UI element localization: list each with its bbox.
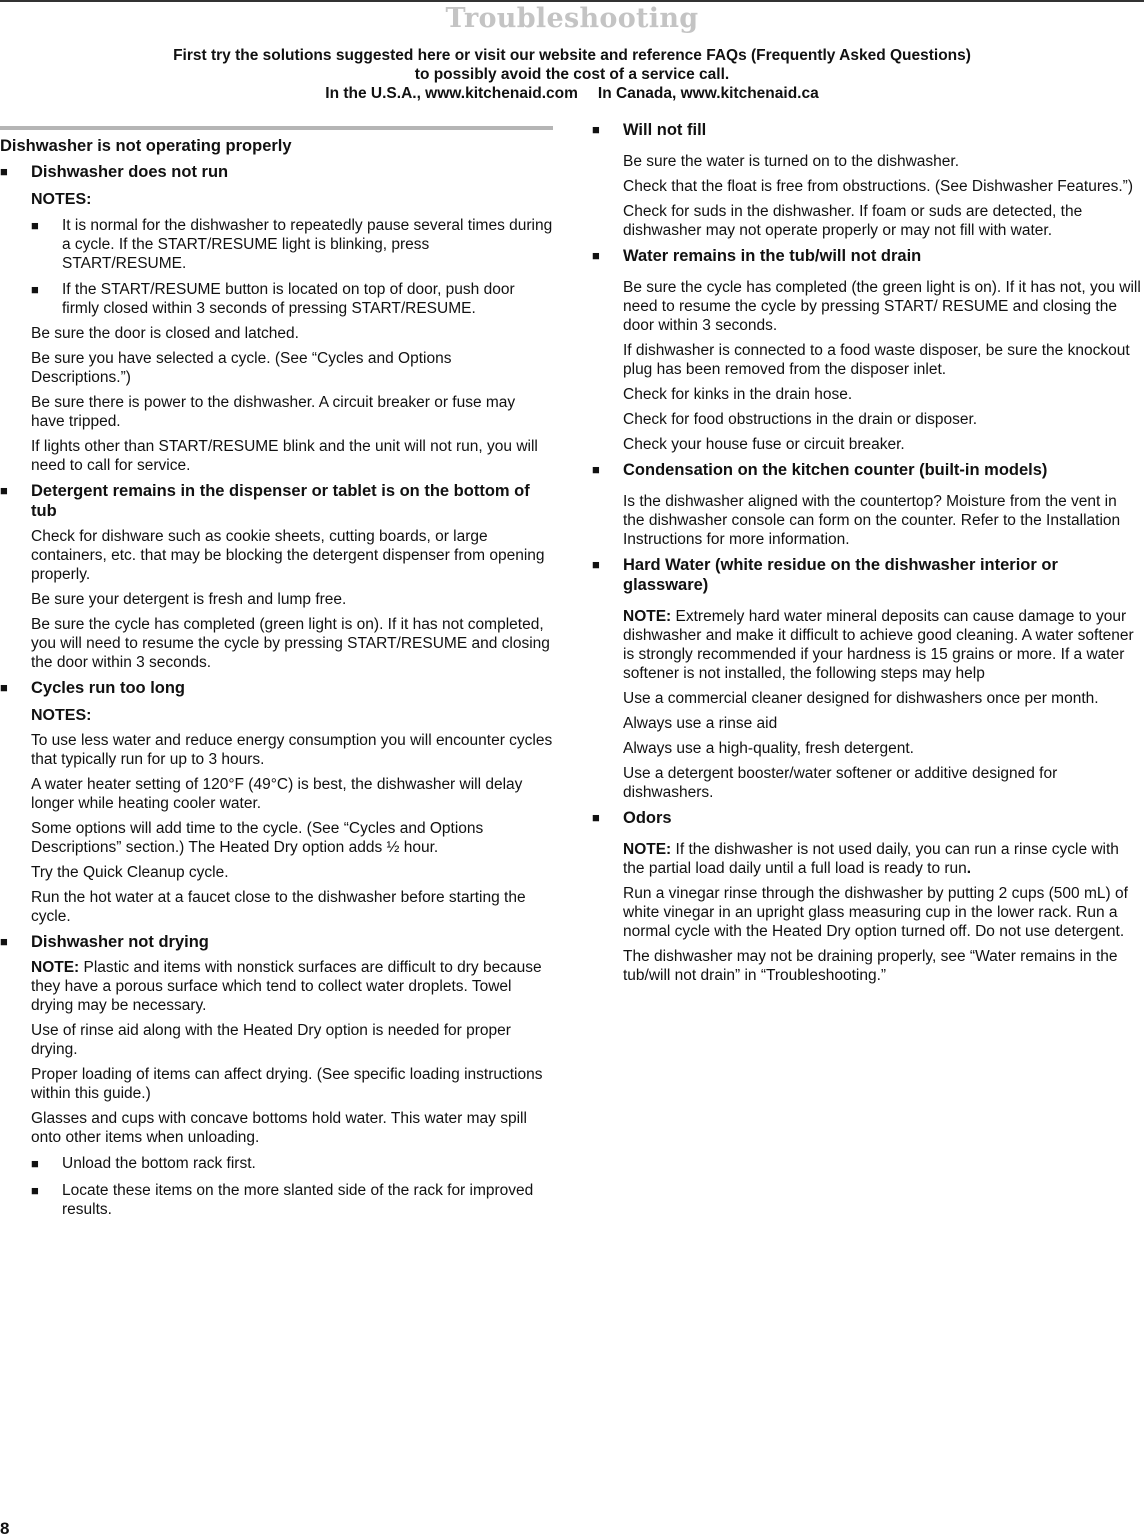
- note-paragraph: NOTE: Extremely hard water mineral deposits can cause damage to your dishwasher and make it difficult to achieve good cleaning. A water softener is strongly recommended if your hardness is 15 grains or more. If a water softener is not installed, the following steps may help: [623, 608, 1134, 682]
- square-bullet-icon: ■: [592, 122, 600, 137]
- paragraph: If dishwasher is connected to a food waste disposer, be sure the knockout plug has been removed from the disposer inlet.: [623, 342, 1130, 378]
- paragraph: Is the dishwasher aligned with the countertop? Moisture from the vent in the dishwasher console can form on the counter. Refer to the Installation Instructions for more information.: [623, 493, 1121, 548]
- sub-item: ■ Unload the bottom rack first.: [31, 1155, 256, 1172]
- paragraph: Use a detergent booster/water softener or additive designed for dishwashers.: [623, 765, 1058, 801]
- paragraph: Use a commercial cleaner designed for dishwashers once per month.: [623, 690, 1099, 707]
- paragraph: If lights other than START/RESUME blink and the unit will not run, you will need to call for service.: [31, 438, 538, 474]
- paragraph: Try the Quick Cleanup cycle.: [31, 864, 229, 881]
- paragraph: Run the hot water at a faucet close to the dishwasher before starting the cycle.: [31, 889, 526, 925]
- paragraph: The dishwasher may not be draining properly, see “Water remains in the tub/will not drain” in “Troubleshooting.”: [623, 948, 1118, 984]
- page-title: Troubleshooting: [445, 3, 699, 34]
- paragraph: Be sure the cycle has completed (the green light is on). If it has not, you will need to resume the cycle by pressing START/ RESUME and closing the door within 3 seconds.: [623, 279, 1141, 334]
- intro-line-2: to possibly avoid the cost of a service call.: [414, 66, 730, 83]
- left-column: [0, 120, 553, 1219]
- note-label: NOTE:: [31, 959, 80, 976]
- item-heading-drying: ■ Dishwasher not drying: [0, 933, 209, 951]
- paragraph: Be sure the cycle has completed (green light is on). If it has not completed, you will need to resume the cycle by pressing START/RESUME and closing the door within 3 seconds.: [31, 616, 550, 671]
- intro-line-1: First try the solutions suggested here or visit our website and reference FAQs (Frequently Asked Questions): [173, 47, 971, 64]
- paragraph: A water heater setting of 120°F (49°C) is best, the dishwasher will delay longer while heating cooler water.: [31, 776, 523, 812]
- paragraph: Check for kinks in the drain hose.: [623, 386, 853, 403]
- paragraph: Some options will add time to the cycle. (See “Cycles and Options Descriptions” section.) The Heated Dry option adds ½ hour.: [31, 820, 484, 856]
- paragraph: To use less water and reduce energy consumption you will encounter cycles that typically run for up to 3 hours.: [31, 732, 553, 768]
- item-body-condensation: [623, 492, 1142, 549]
- square-bullet-icon: ■: [31, 1156, 39, 1171]
- item-heading-odors: ■ Odors: [592, 809, 672, 827]
- note-paragraph: NOTE: Plastic and items with nonstick surfaces are difficult to dry because they have a porous surface which tend to collect water droplets. Towel drying may be necessary.: [31, 959, 542, 1014]
- top-rule: [0, 0, 1144, 2]
- paragraph: Use of rinse aid along with the Heated Dry option is needed for proper drying.: [31, 1022, 511, 1058]
- paragraph: Check that the float is free from obstructions. (See Dishwasher Features.”): [623, 178, 1133, 195]
- paragraph: Always use a rinse aid: [623, 715, 778, 732]
- canada-website: In Canada, www.kitchenaid.ca: [597, 85, 819, 102]
- note-label: NOTE:: [623, 608, 672, 625]
- item-heading-drain: ■ Water remains in the tub/will not drain: [592, 247, 922, 265]
- item-heading-detergent: ■ Detergent remains in the dispenser or tablet is on the bottom of tub: [0, 482, 530, 520]
- square-bullet-icon: ■: [31, 218, 39, 233]
- square-bullet-icon: ■: [31, 282, 39, 297]
- note-item: ■ It is normal for the dishwasher to repeatedly pause several times during a cycle. If the START/RESUME light is blinking, press START/RESUME.: [31, 217, 553, 272]
- paragraph: Always use a high-quality, fresh detergent.: [623, 740, 914, 757]
- item-body-cycles: [31, 706, 553, 926]
- paragraph: Be sure your detergent is fresh and lump free.: [31, 591, 347, 608]
- intro-text: [0, 46, 1144, 103]
- section-title: Dishwasher is not operating properly: [0, 137, 292, 155]
- item-heading-condensation: ■ Condensation on the kitchen counter (built-in models): [592, 461, 1048, 479]
- website-line: [0, 84, 1144, 103]
- right-column: [592, 120, 1142, 985]
- sub-item: ■ Locate these items on the more slanted side of the rack for improved results.: [31, 1182, 534, 1218]
- item-heading-hard-water: ■ Hard Water (white residue on the dishwasher interior or glassware): [592, 556, 1058, 594]
- paragraph: Check for food obstructions in the drain or disposer.: [623, 411, 978, 428]
- square-bullet-icon: ■: [592, 557, 600, 572]
- square-bullet-icon: ■: [0, 483, 8, 498]
- paragraph: Glasses and cups with concave bottoms hold water. This water may spill onto other items when unloading.: [31, 1110, 527, 1146]
- page-number: 8: [0, 1519, 10, 1538]
- paragraph: Be sure you have selected a cycle. (See “Cycles and Options Descriptions.”): [31, 350, 452, 386]
- item-heading-cycles: ■ Cycles run too long: [0, 679, 186, 697]
- item-body-drying: [31, 958, 553, 1219]
- paragraph: Be sure the door is closed and latched.: [31, 325, 299, 342]
- item-heading-fill: ■ Will not fill: [592, 121, 707, 139]
- square-bullet-icon: ■: [592, 810, 600, 825]
- square-bullet-icon: ■: [0, 164, 8, 179]
- square-bullet-icon: ■: [592, 462, 600, 477]
- square-bullet-icon: ■: [0, 934, 8, 949]
- item-body-fill: [623, 152, 1142, 240]
- item-body-hard-water: [623, 607, 1142, 802]
- item-body-detergent: [31, 527, 553, 672]
- note-item: ■ If the START/RESUME button is located on top of door, push door firmly closed within 3 seconds of pressing START/RESUME.: [31, 281, 515, 317]
- paragraph: Proper loading of items can affect drying. (See specific loading instructions within this guide.): [31, 1066, 543, 1102]
- note-paragraph: NOTE: If the dishwasher is not used daily, you can run a rinse cycle with the partial load daily until a full load is ready to run.: [623, 841, 1119, 877]
- paragraph: Check for suds in the dishwasher. If foam or suds are detected, the dishwasher may not operate properly or may not fill with water.: [623, 203, 1083, 239]
- paragraph: Be sure there is power to the dishwasher. A circuit breaker or fuse may have tripped.: [31, 394, 516, 430]
- item-body-drain: [623, 278, 1142, 454]
- section-rule: [0, 126, 553, 130]
- item-body-not-run: [31, 190, 553, 475]
- note-label: NOTE:: [623, 841, 672, 858]
- paragraph: Be sure the water is turned on to the dishwasher.: [623, 153, 960, 170]
- paragraph: Run a vinegar rinse through the dishwasher by putting 2 cups (500 mL) of white vinegar in an upright glass measuring cup in the lower rack. Run a normal cycle with the Heated Dry option turned off. Do not use detergent.: [623, 885, 1128, 940]
- paragraph: Check for dishware such as cookie sheets, cutting boards, or large containers, etc. that may be blocking the detergent dispenser from opening properly.: [31, 528, 545, 583]
- square-bullet-icon: ■: [0, 680, 8, 695]
- paragraph: Check your house fuse or circuit breaker.: [623, 436, 905, 453]
- notes-label: NOTES:: [31, 707, 92, 724]
- item-heading-not-run: ■ Dishwasher does not run: [0, 163, 229, 181]
- square-bullet-icon: ■: [31, 1183, 39, 1198]
- us-website: In the U.S.A., www.kitchenaid.com: [325, 85, 578, 102]
- item-body-odors: [623, 840, 1142, 985]
- square-bullet-icon: ■: [592, 248, 600, 263]
- notes-label: NOTES:: [31, 191, 92, 208]
